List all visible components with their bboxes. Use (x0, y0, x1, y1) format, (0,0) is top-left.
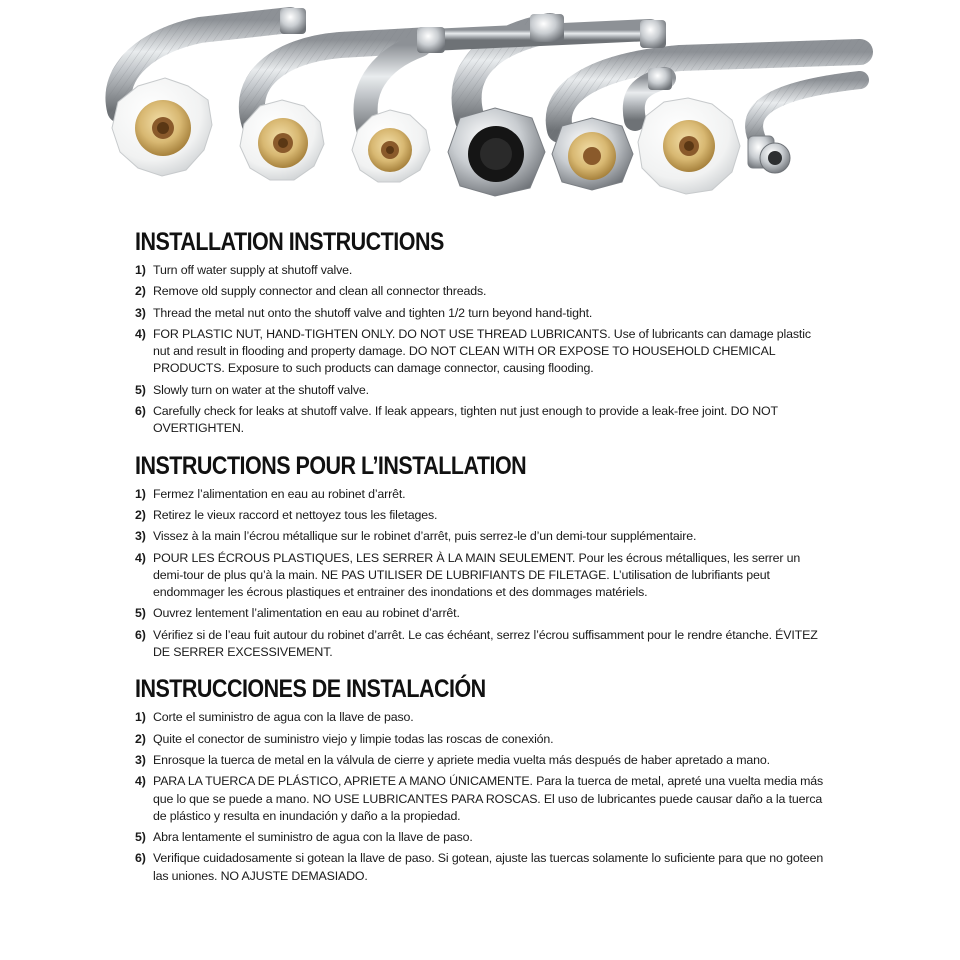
step-item (135, 507, 825, 524)
instructions-document (135, 228, 825, 889)
step-number: 6) (135, 404, 146, 419)
step-item (135, 382, 825, 399)
step-number: 5) (135, 382, 146, 397)
step-item (135, 829, 825, 846)
step-number: 1) (135, 710, 146, 725)
step-number: 6) (135, 627, 146, 642)
step-item (135, 486, 825, 503)
step-item (135, 528, 825, 545)
step-text: Abra lentamente el suministro de agua con la llave de paso. (153, 830, 473, 845)
step-item (135, 731, 825, 748)
step-text: Quite el conector de suministro viejo y limpie todas las roscas de conexión. (153, 731, 554, 746)
step-number: 2) (135, 731, 146, 746)
section-english (135, 228, 825, 438)
section-spanish (135, 675, 825, 885)
step-text: Fermez l’alimentation en eau au robinet d’arrêt. (153, 486, 406, 501)
step-number: 5) (135, 606, 146, 621)
supply-connectors-photo (0, 0, 960, 215)
section-french (135, 452, 825, 662)
step-number: 2) (135, 284, 146, 299)
step-number: 4) (135, 550, 146, 565)
step-item (135, 550, 825, 602)
step-item (135, 305, 825, 322)
step-text: Corte el suministro de agua con la llave de paso. (153, 710, 414, 725)
step-text: Thread the metal nut onto the shutoff valve and tighten 1/2 turn beyond hand-tight. (153, 305, 593, 320)
step-number: 3) (135, 529, 146, 544)
step-number: 1) (135, 486, 146, 501)
section-heading-spanish: INSTRUCCIONES DE INSTALACIÓN (135, 675, 486, 704)
step-item (135, 709, 825, 726)
steps-list-english (135, 262, 825, 438)
step-text: FOR PLASTIC NUT, HAND-TIGHTEN ONLY. DO NOT USE THREAD LUBRICANTS. Use of lubricants can damage plastic nut and result in flooding and property damage. DO NOT CLEAN WITH OR EXPOSE TO HOUSEHOLD CHEMICAL PRODUCTS. Exposure to such products can damage connector, causing flooding. (153, 326, 811, 376)
step-text: Enrosque la tuerca de metal en la válvula de cierre y apriete media vuelta más después de haber apretado a mano. (153, 752, 770, 767)
step-text: Vissez à la main l’écrou métallique sur le robinet d’arrêt, puis serrez-le d’un demi-tour supplémentaire. (153, 529, 697, 544)
step-number: 3) (135, 305, 146, 320)
step-item (135, 850, 825, 885)
step-number: 1) (135, 263, 146, 277)
step-text: Remove old supply connector and clean all connector threads. (153, 284, 487, 299)
section-heading-french: INSTRUCTIONS POUR L’INSTALLATION (135, 451, 527, 480)
steps-list-french (135, 486, 825, 662)
step-item (135, 403, 825, 438)
step-item (135, 262, 825, 279)
section-heading-english: INSTALLATION INSTRUCTIONS (135, 228, 444, 256)
step-item (135, 283, 825, 300)
step-text: Carefully check for leaks at shutoff valve. If leak appears, tighten nut just enough to provide a leak-free joint. DO NOT OVERTIGHTEN. (153, 404, 778, 436)
step-item (135, 752, 825, 769)
step-item (135, 326, 825, 378)
step-text: PARA LA TUERCA DE PLÁSTICO, APRIETE A MANO ÚNICAMENTE. Para la tuerca de metal, apreté una vuelta media más que lo que se puede a mano. NO USE LUBRICANTES PARA ROSCAS. El uso de lubricantes puede causar daño a la tuerca de plástico y resulta en inundación y daño a la propiedad. (153, 774, 824, 823)
step-number: 4) (135, 326, 146, 341)
step-text: Turn off water supply at shutoff valve. (153, 263, 353, 277)
step-number: 6) (135, 851, 146, 866)
step-text: Vérifiez si de l’eau fuit autour du robinet d’arrêt. Le cas échéant, serrez l’écrou suffisamment pour le rendre étanche. ÉVITEZ DE SERRER EXCESSIVEMENT. (153, 627, 818, 660)
step-number: 4) (135, 774, 146, 789)
step-text: Ouvrez lentement l’alimentation en eau au robinet d’arrêt. (153, 606, 460, 621)
step-item (135, 605, 825, 622)
step-text: Slowly turn on water at the shutoff valve. (153, 382, 369, 397)
step-item (135, 627, 825, 662)
step-text: Verifique cuidadosamente si gotean la llave de paso. Si gotean, ajuste las tuercas solamente lo suficiente para que no goteen las uniones. NO AJUSTE DEMASIADO. (153, 851, 824, 883)
step-number: 5) (135, 830, 146, 845)
step-text: POUR LES ÉCROUS PLASTIQUES, LES SERRER À LA MAIN SEULEMENT. Pour les écrous métalliques, les serrer un demi-tour de plus qu’à la main. NE PAS UTILISER DE LUBRIFIANTS DE FILETAGE. L’utilisation de lubrifiants peut endommager les écrous plastiques et entrainer des inondations et des dommages matériels. (153, 550, 801, 600)
step-number: 2) (135, 507, 146, 522)
step-number: 3) (135, 752, 146, 767)
step-text: Retirez le vieux raccord et nettoyez tous les filetages. (153, 507, 438, 522)
step-item (135, 773, 825, 825)
steps-list-spanish (135, 709, 825, 885)
